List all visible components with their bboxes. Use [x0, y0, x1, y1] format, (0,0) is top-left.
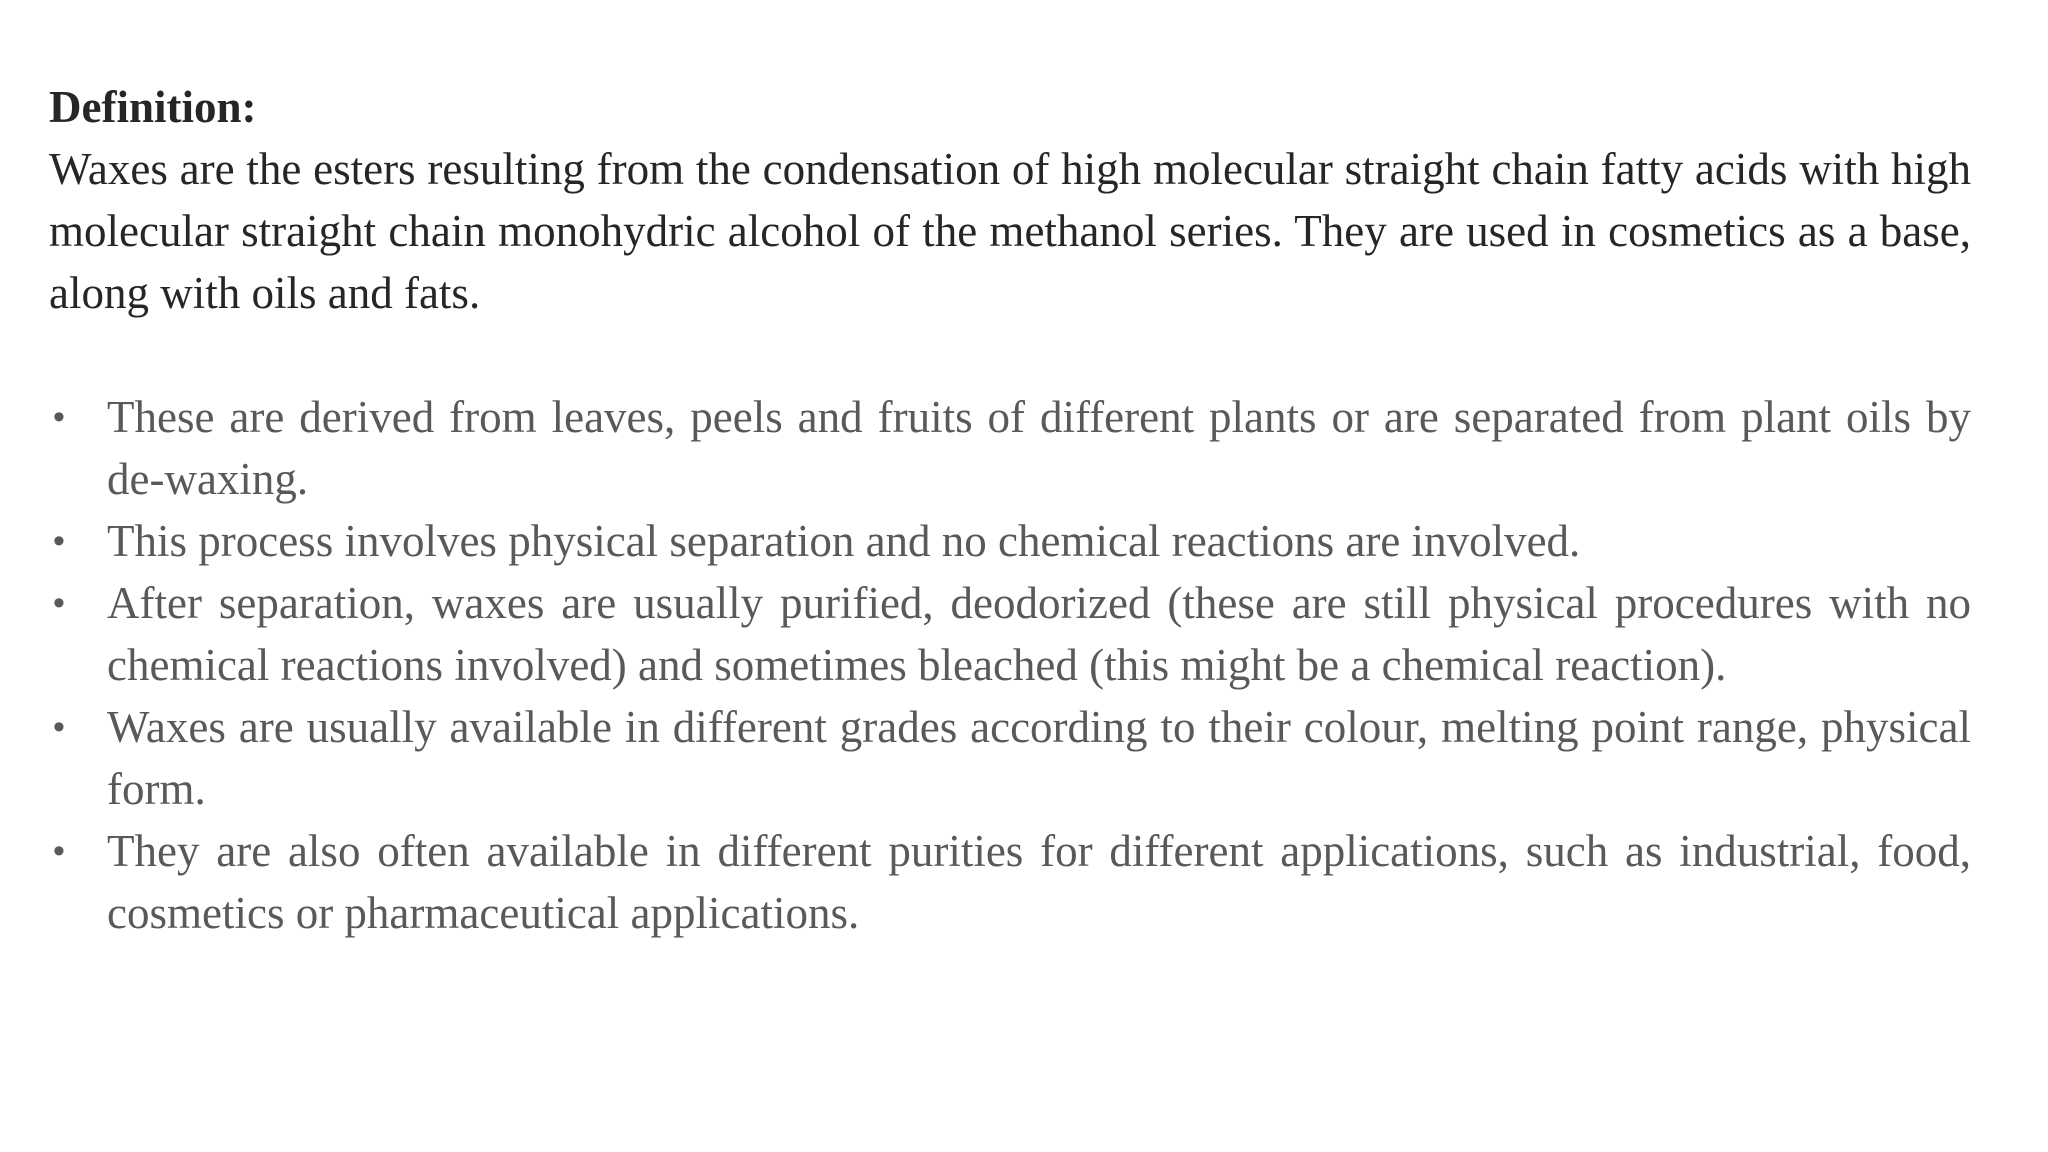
- bullet-item-3: [49, 572, 1971, 696]
- bullet-text: Waxes are usually available in different grades according to their colour, melting point range, physical form.: [107, 702, 1971, 814]
- bullet-text: After separation, waxes are usually purified, deodorized (these are still physical procedures with no chemical reactions involved) and sometimes bleached (this might be a chemical reaction).: [107, 578, 1971, 690]
- bullet-text: This process involves physical separation and no chemical reactions are involved.: [107, 516, 1581, 566]
- bullet-icon: •: [53, 584, 65, 622]
- bullet-text: They are also often available in different purities for different applications, such as industrial, food, cosmetics or pharmaceutical applications.: [107, 826, 1971, 938]
- bullet-item-2: [49, 510, 1971, 572]
- bullet-item-5: [49, 820, 1971, 944]
- bullet-icon: •: [53, 832, 65, 870]
- bullet-text: These are derived from leaves, peels and fruits of different plants or are separated from plant oils by de-waxing.: [107, 392, 1971, 504]
- bullet-icon: •: [53, 398, 65, 436]
- definition-text: Waxes are the esters resulting from the condensation of high molecular straight chain fatty acids with high molecular straight chain monohydric alcohol of the methanol series. They are used in cosmetics as a base, along with oils and fats.: [49, 144, 1971, 318]
- bullet-icon: •: [53, 522, 65, 560]
- bullet-icon: •: [53, 708, 65, 746]
- bullet-list: [49, 386, 1971, 944]
- definition-heading: Definition:: [49, 82, 257, 132]
- slide-content: [49, 76, 1971, 944]
- bullet-item-1: [49, 386, 1971, 510]
- bullet-item-4: [49, 696, 1971, 820]
